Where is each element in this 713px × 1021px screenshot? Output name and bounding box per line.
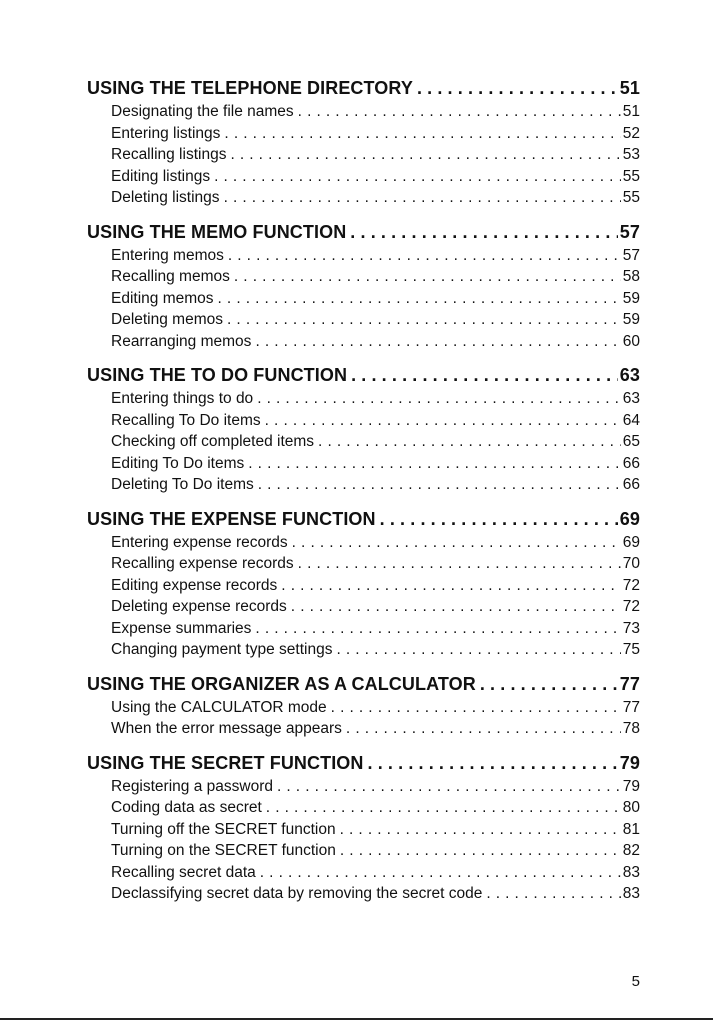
entry-page-number: 63	[622, 390, 640, 407]
entry-title: Deleting expense records	[111, 598, 287, 615]
dot-leader	[336, 639, 620, 661]
toc-section-heading	[87, 76, 640, 101]
toc-entry	[87, 410, 640, 432]
entry-page-number: 59	[622, 289, 640, 307]
entry-title: Recalling secret data	[111, 863, 256, 881]
toc-entry	[87, 123, 640, 145]
entry-page-number: 55	[622, 167, 640, 185]
toc-section	[87, 751, 640, 905]
toc-entry	[87, 144, 640, 166]
dot-leader	[331, 697, 621, 719]
section-title: USING THE TO DO FUNCTION	[87, 365, 348, 385]
entry-title: Turning off the SECRET function	[111, 820, 336, 838]
toc-entry	[87, 553, 640, 575]
dot-leader	[368, 751, 618, 776]
entry-title: Recalling memos	[111, 268, 230, 285]
entry-page-number: 72	[622, 598, 640, 615]
toc-section	[87, 672, 640, 740]
toc-section-heading	[87, 672, 640, 697]
entry-page-number: 58	[622, 268, 640, 285]
toc-entry	[87, 266, 640, 288]
dot-leader	[292, 532, 621, 554]
dot-leader	[255, 618, 620, 640]
dot-leader	[350, 220, 617, 245]
entry-page-number: 72	[622, 576, 640, 594]
entry-title: Changing payment type settings	[111, 641, 333, 658]
toc-entry	[87, 776, 640, 798]
entry-page-number: 55	[622, 189, 640, 206]
dot-leader	[277, 776, 621, 798]
dot-leader	[234, 266, 621, 288]
dot-leader	[281, 575, 620, 597]
entry-title: Expense summaries	[111, 619, 252, 637]
section-page-number: 79	[619, 752, 640, 773]
section-title: USING THE MEMO FUNCTION	[87, 221, 347, 242]
dot-leader	[214, 166, 621, 188]
toc-entry	[87, 453, 640, 475]
entry-title: Turning on the SECRET function	[111, 842, 336, 859]
toc-section	[87, 220, 640, 353]
toc-entry	[87, 575, 640, 597]
dot-leader	[340, 840, 621, 862]
section-page-number: 63	[619, 365, 640, 385]
entry-title: Coding data as secret	[111, 799, 262, 816]
entry-page-number: 81	[622, 820, 640, 838]
dot-leader	[380, 507, 618, 532]
entry-page-number: 69	[622, 533, 640, 551]
entry-title: Entering expense records	[111, 533, 288, 551]
toc-entry	[87, 697, 640, 719]
entry-page-number: 83	[622, 885, 640, 902]
entry-page-number: 65	[622, 433, 640, 450]
entry-title: Registering a password	[111, 777, 273, 795]
dot-leader	[480, 672, 618, 697]
toc-entry	[87, 288, 640, 310]
dot-leader	[298, 553, 621, 575]
entry-page-number: 60	[622, 332, 640, 350]
dot-leader	[291, 596, 621, 618]
entry-title: Editing expense records	[111, 576, 278, 594]
dot-leader	[255, 331, 620, 353]
toc-section-heading	[87, 220, 640, 245]
toc-section	[87, 363, 640, 496]
dot-leader	[266, 797, 621, 819]
entry-title: Designating the file names	[111, 103, 294, 120]
toc-entry	[87, 819, 640, 841]
page-number: 5	[631, 973, 640, 990]
entry-page-number: 51	[622, 103, 640, 120]
section-page-number: 69	[619, 508, 640, 529]
entry-page-number: 52	[622, 124, 640, 142]
entry-page-number: 59	[622, 311, 640, 328]
entry-title: Deleting listings	[111, 189, 220, 206]
toc-section-heading	[87, 363, 640, 388]
section-page-number: 51	[619, 78, 640, 98]
toc-entry	[87, 431, 640, 453]
toc-entry	[87, 388, 640, 410]
toc-entry	[87, 187, 640, 209]
toc-section-heading	[87, 507, 640, 532]
entry-title: Editing To Do items	[111, 454, 245, 472]
entry-page-number: 80	[622, 799, 640, 816]
entry-page-number: 79	[622, 777, 640, 795]
entry-page-number: 66	[622, 476, 640, 493]
dot-leader	[230, 144, 620, 166]
entry-title: Deleting memos	[111, 311, 223, 328]
toc-entry	[87, 474, 640, 496]
toc-section	[87, 76, 640, 209]
toc-entry	[87, 797, 640, 819]
dot-leader	[224, 123, 620, 145]
entry-page-number: 53	[622, 146, 640, 163]
entry-title: Recalling To Do items	[111, 411, 261, 429]
section-title: USING THE TELEPHONE DIRECTORY	[87, 78, 413, 98]
entry-page-number: 83	[622, 863, 640, 881]
dot-leader	[486, 883, 620, 905]
dot-leader	[257, 388, 621, 410]
toc-entry	[87, 639, 640, 661]
entry-title: Deleting To Do items	[111, 476, 254, 493]
entry-title: Editing listings	[111, 167, 211, 185]
toc-entry	[87, 245, 640, 267]
entry-page-number: 78	[622, 720, 640, 737]
entry-title: Rearranging memos	[111, 332, 252, 350]
toc-entry	[87, 840, 640, 862]
entry-title: Editing memos	[111, 289, 214, 307]
entry-page-number: 70	[622, 555, 640, 572]
entry-title: When the error message appears	[111, 720, 342, 737]
toc-entry	[87, 618, 640, 640]
dot-leader	[417, 76, 618, 101]
dot-leader	[298, 101, 621, 123]
toc-entry	[87, 862, 640, 884]
entry-title: Entering memos	[111, 246, 224, 264]
dot-leader	[224, 187, 621, 209]
toc-entry	[87, 309, 640, 331]
toc-entry	[87, 532, 640, 554]
dot-leader	[265, 410, 621, 432]
toc-entry	[87, 883, 640, 905]
toc-entry	[87, 331, 640, 353]
dot-leader	[260, 862, 621, 884]
toc-entry	[87, 166, 640, 188]
dot-leader	[248, 453, 621, 475]
dot-leader	[218, 288, 621, 310]
dot-leader	[228, 245, 621, 267]
entry-title: Recalling expense records	[111, 555, 294, 572]
dot-leader	[351, 363, 618, 388]
dot-leader	[318, 431, 621, 453]
entry-page-number: 82	[622, 842, 640, 859]
entry-title: Declassifying secret data by removing the secret code	[111, 885, 483, 902]
table-of-contents	[87, 76, 640, 916]
entry-page-number: 73	[622, 619, 640, 637]
section-title: USING THE EXPENSE FUNCTION	[87, 508, 376, 529]
entry-page-number: 75	[622, 641, 640, 658]
entry-page-number: 77	[622, 698, 640, 716]
dot-leader	[340, 819, 621, 841]
section-title: USING THE SECRET FUNCTION	[87, 752, 364, 773]
entry-title: Using the CALCULATOR mode	[111, 698, 327, 716]
section-page-number: 77	[619, 673, 640, 694]
entry-page-number: 57	[622, 246, 640, 264]
entry-page-number: 64	[622, 411, 640, 429]
toc-entry	[87, 101, 640, 123]
dot-leader	[346, 718, 621, 740]
entry-page-number: 66	[622, 454, 640, 472]
toc-entry	[87, 718, 640, 740]
entry-title: Recalling listings	[111, 146, 227, 163]
section-page-number: 57	[619, 221, 640, 242]
dot-leader	[227, 309, 621, 331]
section-title: USING THE ORGANIZER AS A CALCULATOR	[87, 673, 476, 694]
entry-title: Entering things to do	[111, 390, 254, 407]
dot-leader	[258, 474, 621, 496]
entry-title: Entering listings	[111, 124, 221, 142]
toc-section-heading	[87, 751, 640, 776]
toc-entry	[87, 596, 640, 618]
entry-title: Checking off completed items	[111, 433, 315, 450]
bottom-rule	[0, 1018, 713, 1020]
toc-section	[87, 507, 640, 661]
